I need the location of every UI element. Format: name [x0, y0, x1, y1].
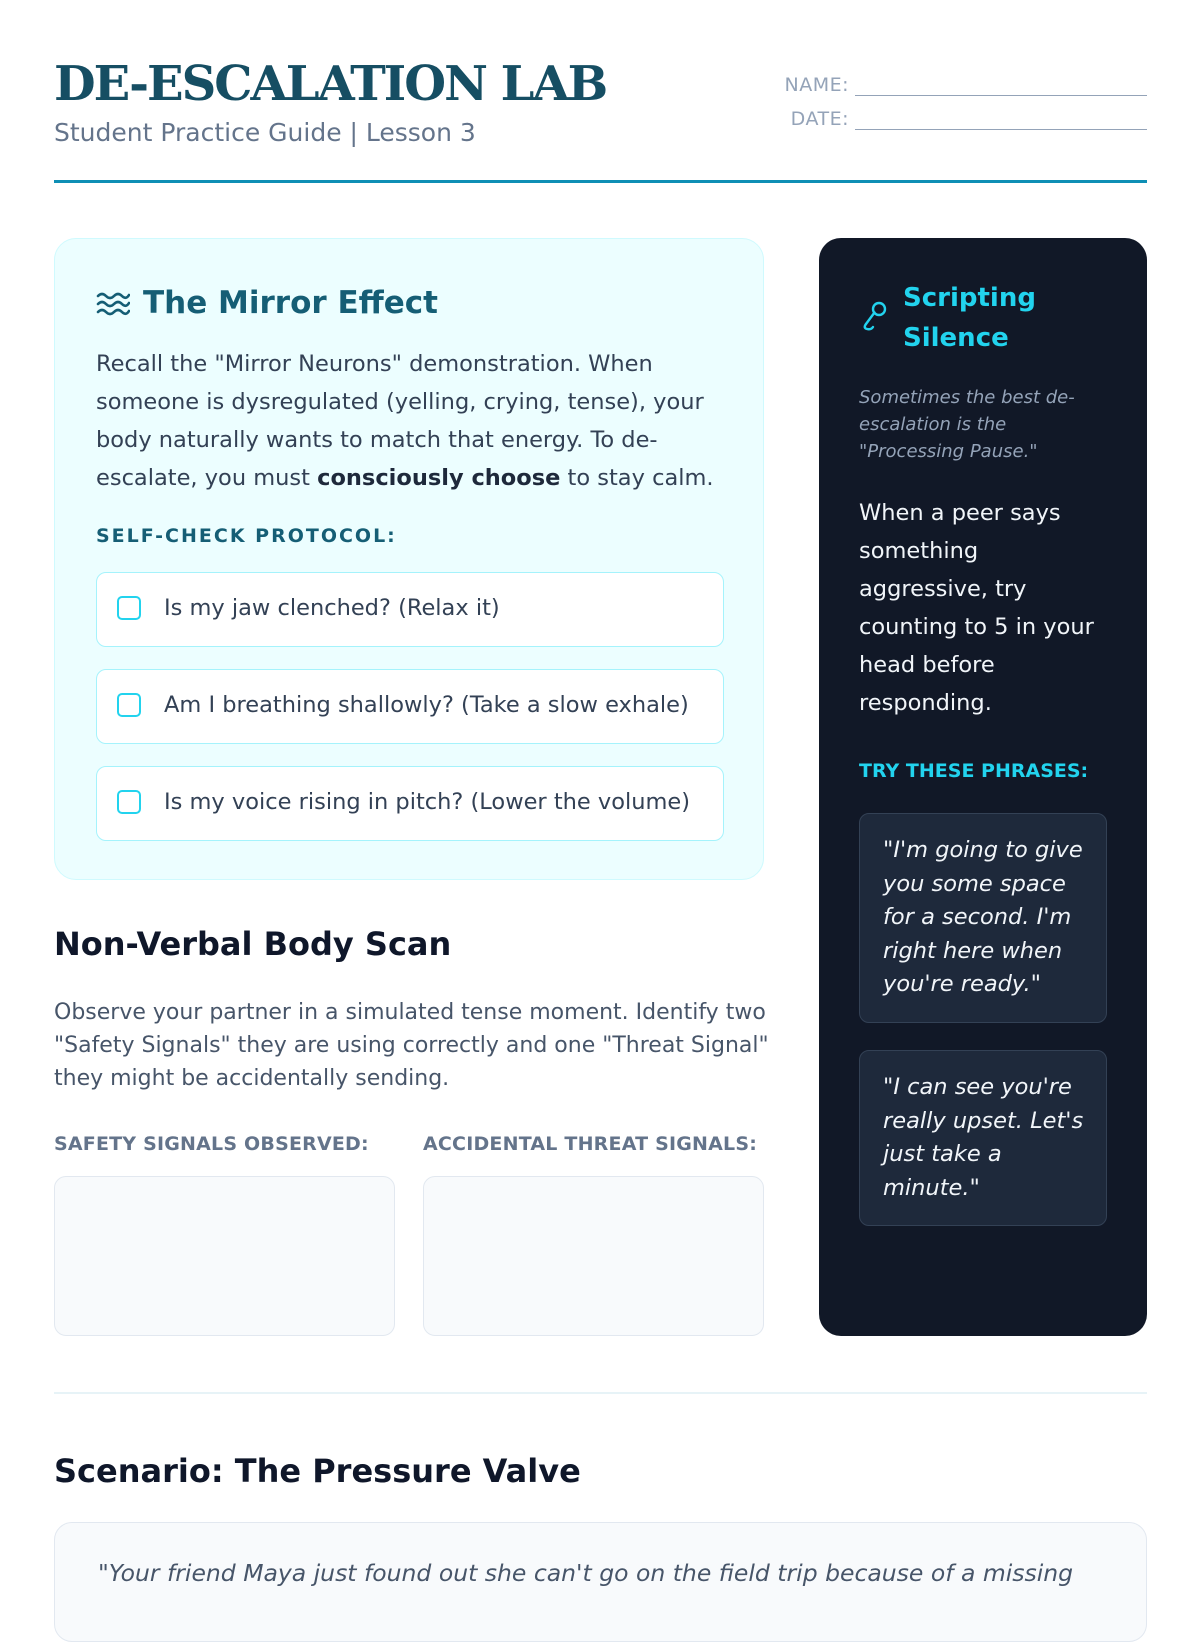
protocol-label: SELF-CHECK PROTOCOL: [96, 525, 397, 547]
waves-icon [96, 289, 130, 319]
sidebar-body: When a peer says something aggressive, try counting to 5 in your head before responding. [859, 500, 1094, 716]
self-check-label: Am I breathing shallowly? (Take a slow exhale) [164, 692, 689, 718]
sidebar-subtitle: Sometimes the best de-escalation is the "Processing Pause." [859, 387, 1075, 462]
phrases-label: TRY THESE PHRASES: [859, 760, 1089, 782]
checkbox[interactable] [117, 596, 141, 620]
name-line[interactable] [855, 95, 1147, 96]
checkbox[interactable] [117, 693, 141, 717]
self-check-item[interactable] [96, 669, 724, 744]
threat-signals-answer-box[interactable] [423, 1176, 764, 1336]
header-divider [54, 180, 1147, 183]
safety-signals-label: SAFETY SIGNALS OBSERVED: [54, 1133, 369, 1155]
mirror-body-emphasis: consciously choose [317, 465, 561, 491]
name-field[interactable] [767, 74, 1147, 102]
section-divider [54, 1392, 1147, 1394]
mirror-body [96, 345, 716, 497]
mirror-effect-card [54, 238, 764, 880]
name-label: NAME: [784, 74, 849, 96]
mirror-title: The Mirror Effect [143, 285, 438, 321]
phrase-card: "I'm going to give you some space for a second. I'm right here when you're ready." [859, 813, 1107, 1023]
self-check-label: Is my voice rising in pitch? (Lower the volume) [164, 789, 691, 815]
microphone-icon [861, 300, 889, 332]
scenario-text: "Your friend Maya just found out she can't go on the field trip because of a missing [98, 1559, 1074, 1587]
threat-signals-label: ACCIDENTAL THREAT SIGNALS: [423, 1133, 758, 1155]
mirror-body-start: Recall the "Mirror Neurons" demonstration. When someone is dysregulated (yelling, crying, tense), your body naturally wants to match that energy. To de-escalate, you must [96, 351, 704, 491]
body-scan-description: Observe your partner in a simulated tense moment. Identify two "Safety Signals" they are using correctly and one "Threat Signal" they might be accidentally sending. [54, 1000, 769, 1091]
safety-signals-answer-box[interactable] [54, 1176, 395, 1336]
header [54, 56, 1147, 184]
date-label: DATE: [790, 108, 849, 130]
self-check-item[interactable] [96, 572, 724, 647]
scripting-silence-panel [819, 238, 1147, 1336]
date-line[interactable] [855, 129, 1147, 130]
page-subtitle: Student Practice Guide | Lesson 3 [54, 118, 476, 147]
phrase-card: "I can see you're really upset. Let's just take a minute." [859, 1050, 1107, 1226]
worksheet-page [54, 0, 1147, 1600]
self-check-label: Is my jaw clenched? (Relax it) [164, 595, 500, 621]
sidebar-title: Scripting Silence [903, 283, 1036, 353]
body-scan-title: Non-Verbal Body Scan [54, 925, 452, 963]
scenario-card [54, 1522, 1147, 1642]
checkbox[interactable] [117, 790, 141, 814]
page-title: DE-ESCALATION LAB [54, 56, 607, 112]
self-check-item[interactable] [96, 766, 724, 841]
scenario-title: Scenario: The Pressure Valve [54, 1452, 581, 1490]
mirror-body-end: to stay calm. [560, 465, 714, 491]
date-field[interactable] [767, 108, 1147, 136]
